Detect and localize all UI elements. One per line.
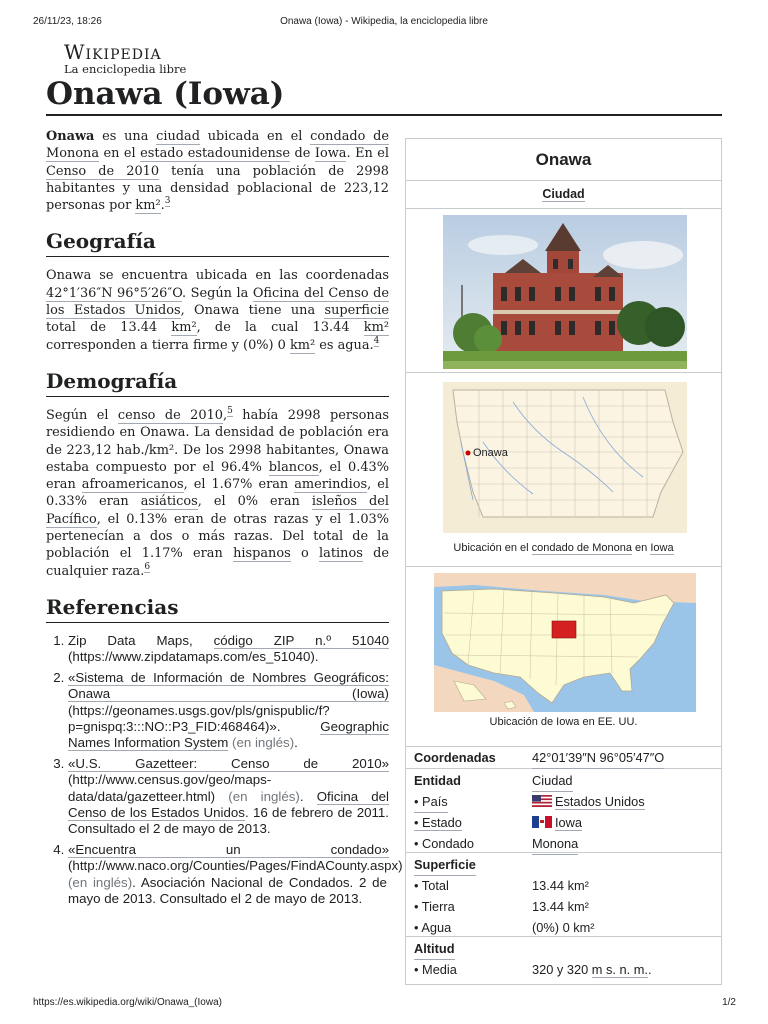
geografia-paragraph: Onawa se encuentra ubicada en las coordenadas 42°1′36″N 96°5′26″O. Según la Oficina del Censo de los Estados Unidos, Onawa tiene una superficie total de 13.44 km², de la cual 13.44 km² corresponden a tierra firme y (0%) 0 km² es agua.$^4$ <box>46 268 389 353</box>
wikipedia-logo[interactable] <box>64 41 186 76</box>
pais-value[interactable]: Estados Unidos <box>555 794 645 809</box>
link-oficina-censo[interactable]: Oficina del Censo de los Estados Unidos <box>46 285 389 319</box>
link-hispanos[interactable]: hispanos <box>233 546 291 562</box>
entidad-value[interactable]: Ciudad <box>532 770 573 792</box>
link-afroamericanos[interactable]: afroamericanos <box>81 477 184 493</box>
us-map-caption: Ubicación de Iowa en EE. UU. <box>489 716 638 728</box>
media-label: • Media <box>414 962 457 977</box>
link-asiaticos[interactable]: asiáticos <box>140 494 198 510</box>
us-locator-map[interactable] <box>434 573 696 712</box>
agua-value: (0%) 0 km² <box>532 920 595 935</box>
superficie-label[interactable]: Superficie <box>414 854 476 876</box>
ref-link[interactable]: Geographic Names Information System <box>68 718 389 751</box>
reference-item: 2. «Sistema de Información de Nombres Geográficos: Onawa (Iowa) (https://geonames.usgs.gov/pls/gnispublic/f?p=gnispq:3:::NO::P3_FID:468464)». Geographic Names Information System (en inglés). <box>68 670 389 752</box>
references-list <box>46 632 403 908</box>
ref-link[interactable]: «U.S. Gazetteer: Censo de 2010» <box>68 755 389 771</box>
intro-bold-term: Onawa <box>46 129 95 144</box>
iowa-flag-icon <box>532 816 552 828</box>
link-censo-2010[interactable]: censo de 2010 <box>117 407 223 423</box>
link-iowa[interactable]: Iowa <box>650 542 674 554</box>
county-map-caption: Ubicación en el condado de Monona en Iowa <box>453 542 674 554</box>
infobox <box>405 138 722 985</box>
link-km2[interactable]: km² <box>135 198 161 214</box>
link-condado-monona[interactable]: condado de Monona <box>531 542 632 554</box>
link-amerindios[interactable]: amerindios <box>294 477 368 493</box>
infobox-photo-cell <box>406 209 721 373</box>
pais-label[interactable]: • País <box>414 791 448 813</box>
estado-value[interactable]: Iowa <box>555 815 583 830</box>
condado-label: • Condado <box>414 836 474 851</box>
total-label: • Total <box>414 878 449 893</box>
agua-label: • Agua <box>414 920 452 935</box>
print-timestamp: 26/11/23, 18:26 <box>33 16 102 27</box>
pais-value-wrap <box>532 791 645 812</box>
link-coordenadas[interactable]: 42°1′36″N 96°5′26″O <box>46 285 183 301</box>
ref-3[interactable]: 3 <box>164 196 171 207</box>
demografia-paragraph: Según el censo de 2010,$^5$ había 2998 personas residiendo en Onawa. La densidad de población era de 223,12 hab./km². De los 2998 habitantes, Onawa estaba compuesto por el 96.4% blancos, el 0.43% eran afroamericanos, el 1.67% eran amerindios, el 0.33% eran asiáticos, el 0% eran isleños del Pacífico, el 0.13% eran de otras razas y el 1.03% pertenecían a dos o más razas. Del total de la población el 1.17% eran hispanos o latinos de cualquier raza.$^6$ <box>46 405 390 579</box>
entidad-label: Entidad <box>414 773 461 788</box>
ref-4[interactable]: 4 <box>373 335 380 346</box>
heading-referencias: Referencias <box>46 594 389 623</box>
logo-tagline: La enciclopedia libre <box>64 62 187 76</box>
link-islenos[interactable]: isleños del Pacífico <box>46 494 389 527</box>
reference-item: 1. Zip Data Maps, código ZIP n.º 51040 (https://www.zipdatamaps.com/es_51040). <box>68 633 389 666</box>
print-url: https://es.wikipedia.org/wiki/Onawa_(Iowa) <box>33 997 222 1008</box>
article-body <box>46 128 403 911</box>
print-header <box>0 16 768 30</box>
condado-value[interactable]: Monona <box>532 833 578 855</box>
altitud-section <box>406 937 721 981</box>
link-estado[interactable]: estado estadounidense <box>140 146 291 162</box>
heading-demografia: Demografía <box>46 368 389 397</box>
link-ciudad[interactable]: ciudad <box>156 129 200 144</box>
ref-6[interactable]: 6 <box>144 561 151 572</box>
media-value: 320 y 320 m s. n. m.. <box>532 962 652 977</box>
ref-link[interactable]: «Sistema de Información de Nombres Geográficos: Onawa (Iowa) <box>68 669 389 702</box>
ref-link[interactable]: Oficina del Censo de los Estados Unidos <box>68 788 390 820</box>
link-km2[interactable]: km² <box>289 337 316 353</box>
link-msnm[interactable]: m s. n. m. <box>591 962 648 977</box>
link-blancos[interactable]: blancos <box>268 459 319 475</box>
entidad-section <box>406 769 721 853</box>
coords-label: Coordenadas <box>414 750 496 765</box>
courthouse-photo[interactable] <box>443 215 687 369</box>
coordinates-row <box>406 747 721 769</box>
iowa-highlight <box>552 621 576 638</box>
link-censo-2010[interactable]: Censo de 2010 <box>46 163 160 179</box>
print-page-number: 1/2 <box>722 997 736 1008</box>
reference-item: 3. «U.S. Gazetteer: Censo de 2010» (http://www.census.gov/geo/maps-data/data/gazetteer.html) (en inglés). Oficina del Censo de los Estados Unidos. 16 de febrero de 2011. Consultado el 2 de mayo de 2013. <box>68 756 389 838</box>
link-km2[interactable]: km² <box>363 320 389 336</box>
iowa-county-map[interactable] <box>443 382 687 533</box>
coords-value[interactable]: 42°01′39″N 96°05′47″O <box>532 747 664 769</box>
infobox-subtitle-link[interactable]: Ciudad <box>542 187 585 201</box>
print-page-title: Onawa (Iowa) - Wikipedia, la enciclopedia libre <box>280 16 488 27</box>
link-iowa[interactable]: Iowa <box>314 146 347 162</box>
link-latinos[interactable]: latinos <box>319 546 363 562</box>
print-footer <box>0 997 768 1011</box>
link-superficie[interactable]: superficie <box>324 303 389 319</box>
infobox-subtitle <box>406 181 721 209</box>
us-flag-icon <box>532 795 552 807</box>
infobox-us-map-cell <box>406 567 721 747</box>
estado-value-wrap <box>532 812 582 833</box>
link-km2[interactable]: km² <box>171 320 197 336</box>
reference-item: 4. «Encuentra un condado» (http://www.naco.org/Counties/Pages/FindACounty.aspx) (en inglés). Asociación Nacional de Condados. 2 de mayo de 2013. Consultado el 2 de mayo de 2013. <box>68 842 389 908</box>
tierra-value: 13.44 km² <box>532 899 589 914</box>
tierra-label: • Tierra <box>414 899 455 914</box>
superficie-section <box>406 853 721 937</box>
intro-paragraph: Onawa es una ciudad ubicada en el condado de Monona en el estado estadounidense de Iowa. En el Censo de 2010 tenía una población de 2998 habitantes y una densidad poblacional de 223,12 personas por km².$^3$ <box>46 129 390 214</box>
estado-label: • Estado <box>414 815 462 830</box>
ref-link[interactable]: código ZIP n.º 51040 <box>213 632 389 648</box>
link-condado-monona[interactable]: condado de Monona <box>46 129 390 162</box>
logo-wordmark: Wikipedia <box>64 40 162 64</box>
heading-geografia: Geografía <box>46 228 389 257</box>
ref-5[interactable]: 5 <box>227 405 233 416</box>
map-marker-label: Onawa <box>473 447 508 459</box>
infobox-county-map-cell <box>406 373 721 567</box>
ref-link[interactable]: «Encuentra un condado» <box>68 841 389 857</box>
infobox-title: Onawa <box>406 139 721 181</box>
altitud-label[interactable]: Altitud <box>414 938 455 960</box>
total-value: 13.44 km² <box>532 878 589 893</box>
page-title: Onawa (Iowa) <box>46 76 722 116</box>
